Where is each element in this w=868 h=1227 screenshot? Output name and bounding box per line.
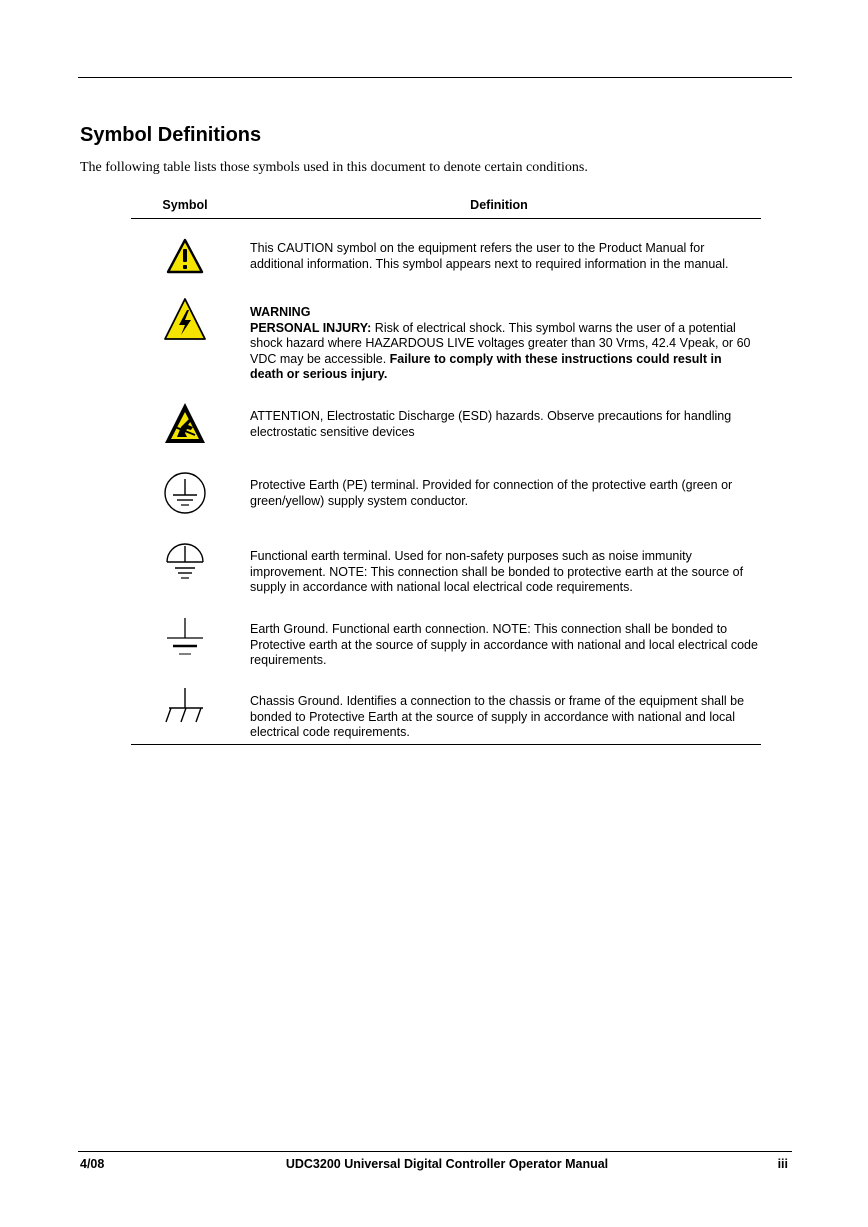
table-bottom-rule — [131, 744, 761, 745]
warning-tail: Failure to comply with these instructions could result in death or serious injury. — [250, 351, 722, 382]
page-title: Symbol Definitions — [80, 124, 262, 146]
warning-title: WARNING — [250, 305, 311, 319]
column-header-symbol: Symbol — [162, 198, 208, 212]
footer-rule — [78, 1151, 792, 1152]
intro-paragraph: The following table lists those symbols used in this document to denote certain conditions. — [80, 160, 588, 175]
definition-earth-ground: Earth Ground. Functional earth connection. NOTE: This connection shall be bonded to Protective earth at the source of supply in accordance with national and local electrical code requirements. — [250, 622, 758, 668]
definition-esd: ATTENTION, Electrostatic Discharge (ESD) hazards. Observe precautions for handling electrostatic sensitive devices — [250, 409, 732, 439]
column-header-definition: Definition — [470, 198, 528, 212]
header-rule — [78, 77, 792, 78]
footer-page-number: iii — [777, 1157, 788, 1171]
protective-earth-icon — [161, 469, 209, 517]
definition-protective-earth: Protective Earth (PE) terminal. Provided for connection of the protective earth (green or green/yellow) supply system conductor. — [250, 478, 733, 508]
chassis-ground-icon — [161, 684, 209, 732]
warning-lead: PERSONAL INJURY: — [250, 320, 372, 335]
footer-date: 4/08 — [80, 1157, 105, 1171]
earth-ground-icon — [161, 614, 209, 662]
table-header — [131, 196, 761, 219]
footer-title: UDC3200 Universal Digital Controller Operator Manual — [285, 1157, 609, 1171]
symbol-table — [131, 196, 761, 740]
warning-text: Risk of electrical shock. This symbol warns the user of a potential shock hazard where HAZARDOUS LIVE voltages greater than 30 Vrms, 42.4 Vpeak, or 60 VDC may be accessible. — [250, 320, 751, 366]
electrical-shock-warning-icon — [161, 295, 209, 343]
definition-functional-earth: Functional earth terminal. Used for non-safety purposes such as noise immunity improvement. NOTE: This connection shall be bonded to protective earth at the source of supply in accordance with national local electrical code requirements. — [250, 549, 744, 595]
esd-hazard-icon — [161, 399, 209, 447]
caution-triangle-icon — [161, 232, 209, 280]
definition-caution: This CAUTION symbol on the equipment refers the user to the Product Manual for additional information. This symbol appears next to required information in the manual. — [250, 241, 729, 271]
definition-warning — [250, 305, 758, 383]
functional-earth-icon — [161, 540, 209, 588]
definition-chassis-ground: Chassis Ground. Identifies a connection to the chassis or frame of the equipment shall be bonded to Protective Earth at the source of supply in accordance with national and local electrical code requirements. — [250, 694, 745, 740]
